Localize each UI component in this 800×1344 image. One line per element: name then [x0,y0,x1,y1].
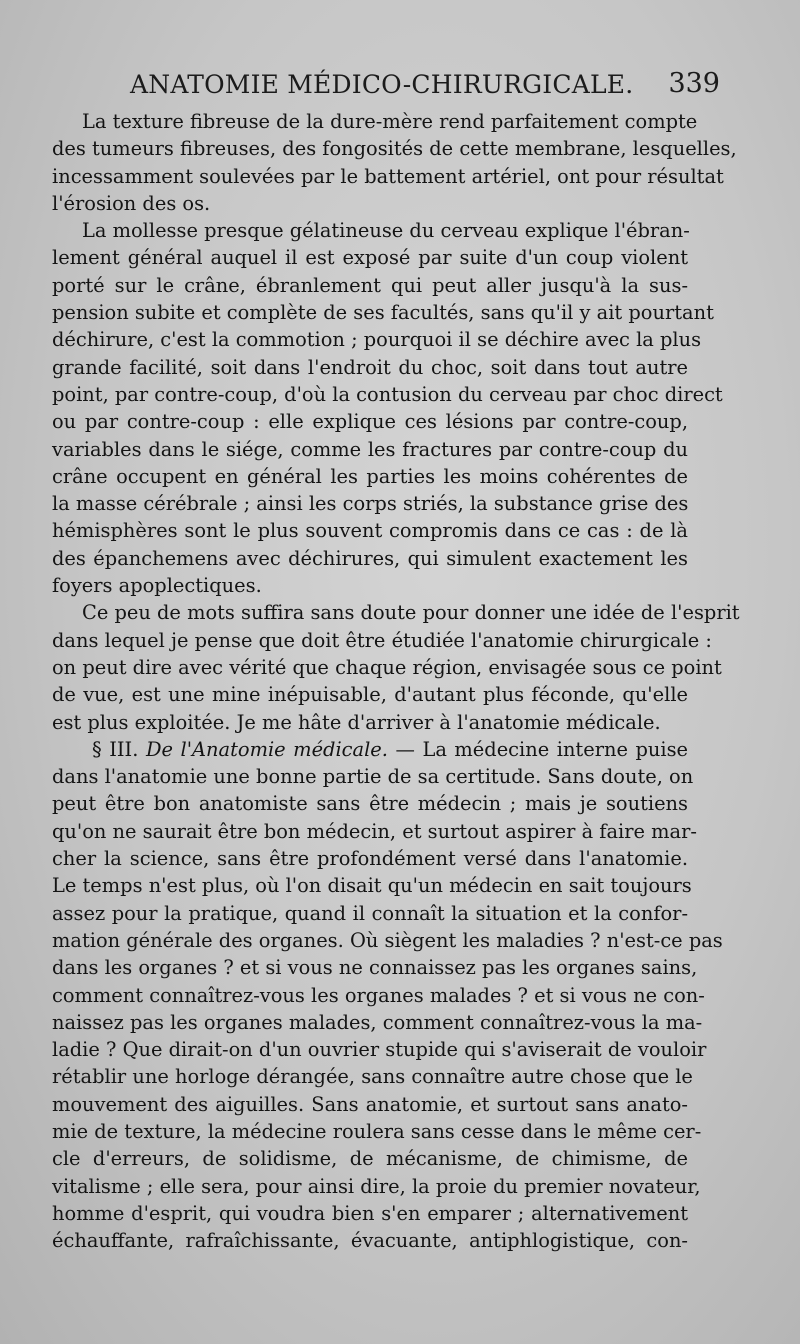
text-line: naissez pas les organes malades, comment connaîtrez-vous la ma- [52,1010,703,1034]
text-line: ladie ? Que dirait-on d'un ouvrier stupide qui s'aviserait de vouloir [52,1038,707,1062]
text-line: l'érosion des os. [52,191,211,215]
text-line: variables dans le siége, comme les fractures par contre-coup du [52,437,688,461]
text-line: hémisphères sont le plus souvent compromis dans ce cas : de là [52,519,688,543]
running-title: ANATOMIE MÉDICO-CHIRURGICALE. [130,70,634,99]
section-label: § III. [92,737,139,761]
text-line: crâne occupent en général les parties les moins cohérentes de [52,464,688,488]
text-line: de vue, est une mine inépuisable, d'autant plus féconde, qu'elle [52,683,688,707]
text-line: grande facilité, soit dans l'endroit du choc, soit dans tout autre [52,355,688,379]
text-line: déchirure, c'est la commotion ; pourquoi il se déchire avec la plus [52,328,702,352]
text-line: dans les organes ? et si vous ne connaissez pas les organes sains, [52,956,698,980]
text-line: pension subite et complète de ses facultés, sans qu'il y ait pourtant [52,301,714,325]
text-line: rétablir une horloge dérangée, sans connaître autre chose que le [52,1065,693,1089]
text-line: des épanchemens avec déchirures, qui simulent exactement les [52,546,688,570]
text-line: dans l'anatomie une bonne partie de sa certitude. Sans doute, on [52,765,694,789]
text-line: des tumeurs fibreuses, des fongosités de cette membrane, lesquelles, [52,137,737,161]
page-number: 339 [668,68,720,99]
text-line: ou par contre-coup : elle explique ces lésions par contre-coup, [52,410,688,434]
paragraph-cerveau [52,217,723,599]
text-line: La mollesse presque gélatineuse du cerveau explique l'ébran- [82,219,690,243]
section-title: De l'Anatomie médicale. [145,737,388,761]
paragraph-esprit [52,599,740,735]
text-body [52,108,740,1254]
text-line: on peut dire avec vérité que chaque région, envisagée sous ce point [52,655,722,679]
paragraph-dure-mere [52,108,737,217]
text-line: point, par contre-coup, d'où la contusion du cerveau par choc direct [52,382,723,406]
text-line: mation générale des organes. Où siègent les maladies ? n'est-ce pas [52,928,723,952]
text-line: comment connaîtrez-vous les organes malades ? et si vous ne con- [52,983,705,1007]
text-line: foyers apoplectiques. [52,574,262,598]
section-first-line-text: — La médecine interne puise [395,737,689,761]
text-line: porté sur le crâne, ébranlement qui peut aller jusqu'à la sus- [52,273,688,297]
text-line: est plus exploitée. Je me hâte d'arriver à l'anatomie médicale. [52,710,661,734]
text-line: vitalisme ; elle sera, pour ainsi dire, la proie du premier novateur, [52,1174,701,1198]
running-head [80,66,720,106]
text-line: mouvement des aiguilles. Sans anatomie, et surtout sans anato- [52,1092,688,1116]
text-line: Ce peu de mots suffira sans doute pour donner une idée de l'esprit [82,601,740,625]
text-line: mie de texture, la médecine roulera sans cesse dans le même cer- [52,1119,702,1143]
text-line: homme d'esprit, qui voudra bien s'en emparer ; alternativement [52,1201,688,1225]
text-line: incessamment soulevées par le battement artériel, ont pour résultat [52,164,724,188]
section-heading-line [52,736,688,763]
text-line: cher la science, sans être profondément versé dans l'anatomie. [52,847,688,871]
text-line: La texture fibreuse de la dure-mère rend parfaitement compte [82,110,698,133]
text-line: peut être bon anatomiste sans être médecin ; mais je soutiens [52,792,688,816]
text-line: lement général auquel il est exposé par suite d'un coup violent [52,246,688,270]
text-line: Le temps n'est plus, où l'on disait qu'un médecin en sait toujours [52,874,692,898]
text-line: assez pour la pratique, quand il connaît la situation et la confor- [52,901,688,925]
text-line: cle d'erreurs, de solidisme, de mécanisme, de chimisme, de [52,1147,688,1171]
text-line: dans lequel je pense que doit être étudiée l'anatomie chirurgicale : [52,628,712,652]
text-line: échauffante, rafraîchissante, évacuante, antiphlogistique, con- [52,1229,688,1253]
text-line: qu'on ne saurait être bon médecin, et surtout aspirer à faire mar- [52,819,697,843]
text-line: la masse cérébrale ; ainsi les corps striés, la substance grise des [52,492,689,516]
paragraph-section-iii [52,736,723,1255]
